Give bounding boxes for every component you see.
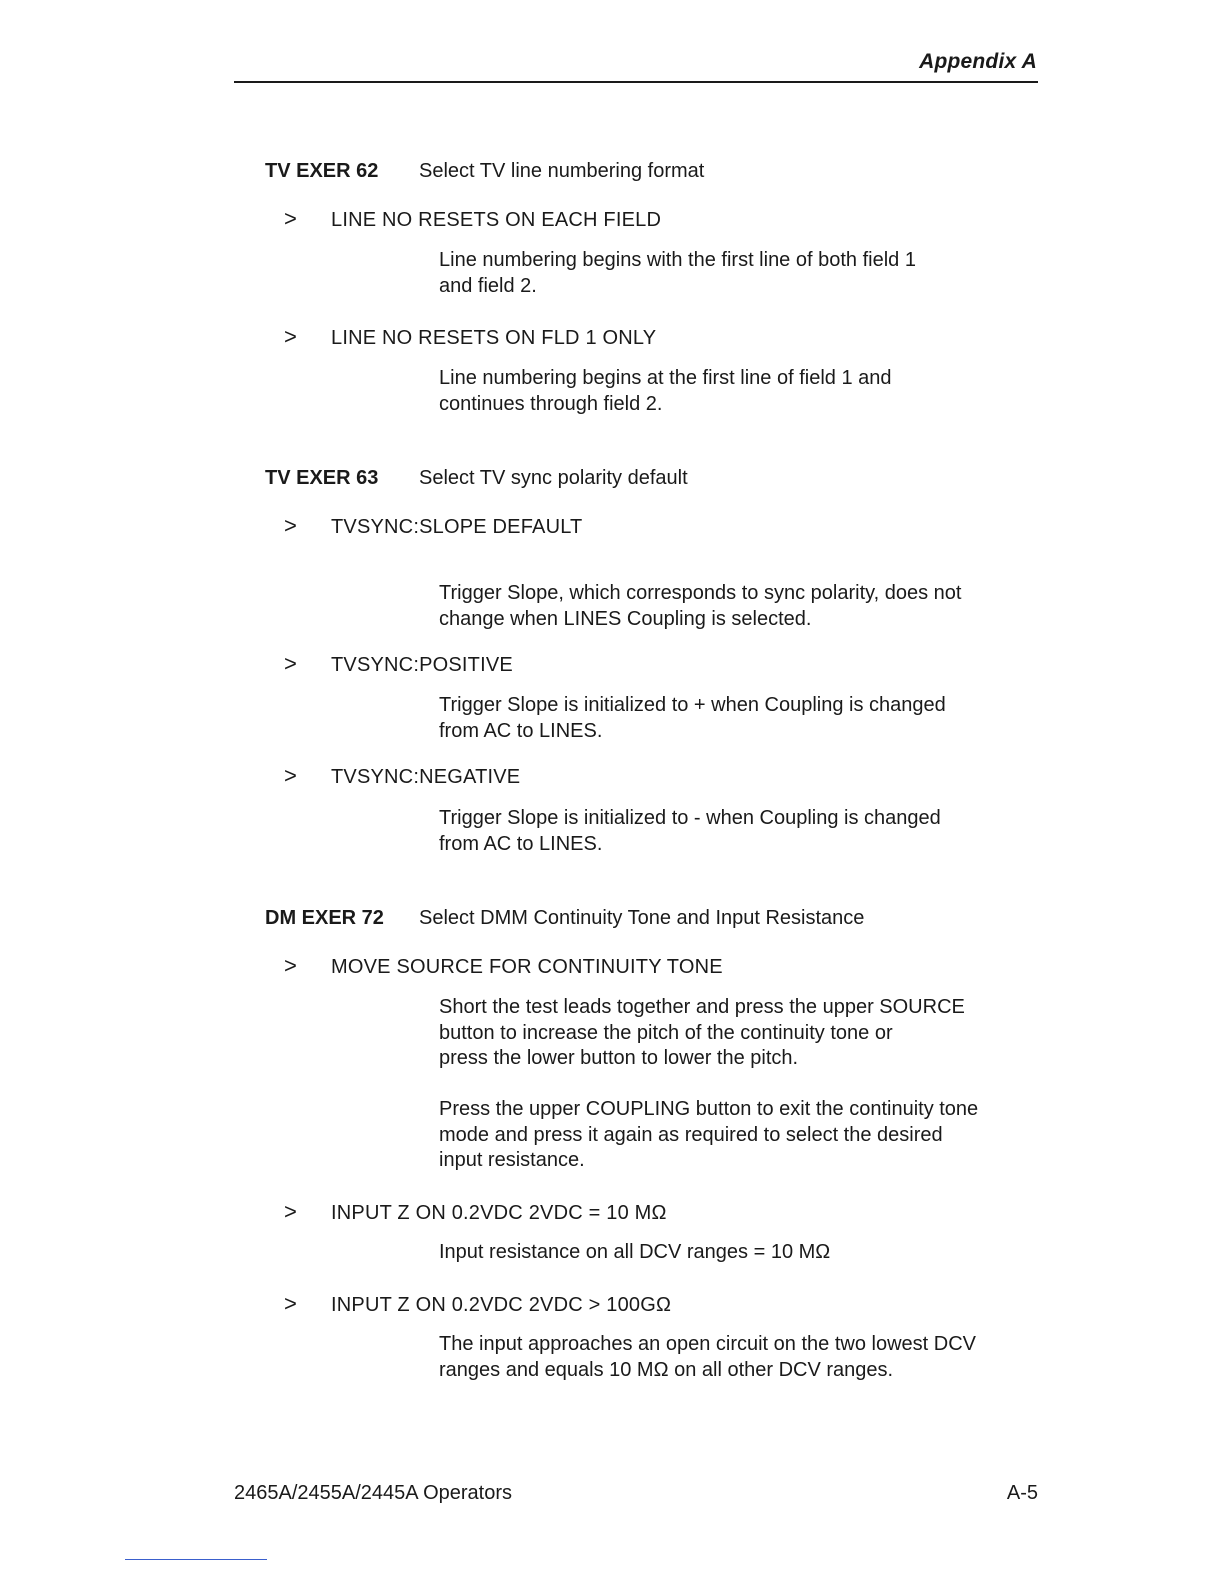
- menu-option-tvsync-positive: [284, 651, 513, 679]
- header-rule: [234, 81, 1038, 83]
- option-label: TVSYNC:SLOPE DEFAULT: [331, 516, 583, 538]
- section-code: DM EXER 72: [265, 907, 384, 929]
- option-label: TVSYNC:POSITIVE: [331, 654, 513, 676]
- section-heading-dm-exer-72: [265, 907, 864, 935]
- option-description: [439, 248, 1029, 299]
- text-line: mode and press it again as required to select the desired: [439, 1123, 943, 1146]
- page-header-title: Appendix A: [919, 50, 1037, 73]
- section-description: Select TV sync polarity default: [419, 467, 688, 489]
- text-line: Trigger Slope is initialized to - when Coupling is changed: [439, 807, 941, 829]
- arrow-indicator-icon: >: [284, 324, 297, 349]
- section-heading-tv-exer-63: [265, 467, 688, 495]
- text-line: The input approaches an open circuit on the two lowest DCV: [439, 1333, 976, 1355]
- option-label: INPUT Z ON 0.2VDC 2VDC = 10 MΩ: [331, 1202, 667, 1224]
- section-heading-tv-exer-62: [265, 160, 704, 188]
- text-line: and field 2.: [439, 274, 537, 297]
- section-description: Select TV line numbering format: [419, 160, 705, 182]
- option-label: MOVE SOURCE FOR CONTINUITY TONE: [331, 956, 723, 978]
- arrow-indicator-icon: >: [284, 763, 297, 788]
- text-line: Line numbering begins at the first line of field 1 and: [439, 367, 892, 389]
- option-description: [439, 806, 1029, 857]
- text-line: Line numbering begins with the first line of both field 1: [439, 249, 916, 271]
- footer-manual-title: 2465A/2455A/2445A Operators: [234, 1482, 512, 1504]
- menu-option-tvsync-slope-default: [284, 513, 582, 541]
- text-line: input resistance.: [439, 1149, 585, 1171]
- text-line: Press the upper COUPLING button to exit the continuity tone: [439, 1098, 979, 1120]
- menu-option-input-z-100gohm: [284, 1291, 671, 1319]
- arrow-indicator-icon: >: [284, 1291, 297, 1316]
- text-line: Trigger Slope is initialized to + when Coupling is changed: [439, 694, 946, 716]
- option-description: [439, 1240, 1029, 1266]
- arrow-indicator-icon: >: [284, 206, 297, 231]
- option-description: [439, 366, 1029, 417]
- menu-option-tvsync-negative: [284, 763, 520, 791]
- arrow-indicator-icon: >: [284, 513, 297, 538]
- text-line: from AC to LINES.: [439, 832, 603, 855]
- option-description: [439, 693, 1029, 744]
- menu-option-input-z-10mohm: [284, 1199, 667, 1227]
- menu-option-line-no-resets-each-field: [284, 206, 661, 234]
- text-line: Input resistance on all DCV ranges = 10 MΩ: [439, 1241, 831, 1263]
- arrow-indicator-icon: >: [284, 651, 297, 676]
- option-label: LINE NO RESETS ON EACH FIELD: [331, 209, 662, 231]
- text-line: continues through field 2.: [439, 392, 663, 415]
- text-line: from AC to LINES.: [439, 719, 603, 742]
- section-code: TV EXER 63: [265, 467, 379, 489]
- menu-option-move-source-continuity-tone: [284, 953, 723, 981]
- option-description: [439, 1097, 1029, 1174]
- menu-option-line-no-resets-fld1: [284, 324, 656, 352]
- text-line: change when LINES Coupling is selected.: [439, 607, 812, 630]
- text-line: press the lower button to lower the pitch.: [439, 1047, 799, 1069]
- option-label: INPUT Z ON 0.2VDC 2VDC > 100GΩ: [331, 1294, 672, 1316]
- text-line: button to increase the pitch of the continuity tone or: [439, 1021, 893, 1044]
- text-line: ranges and equals 10 MΩ on all other DCV ranges.: [439, 1358, 894, 1381]
- option-label: LINE NO RESETS ON FLD 1 ONLY: [331, 327, 657, 349]
- footer-page-number: A-5: [1006, 1482, 1038, 1504]
- text-line: Short the test leads together and press the upper SOURCE: [439, 996, 965, 1018]
- section-description: Select DMM Continuity Tone and Input Resistance: [419, 907, 865, 929]
- text-line: Trigger Slope, which corresponds to sync polarity, does not: [439, 582, 962, 604]
- option-description: [439, 581, 1029, 632]
- section-code: TV EXER 62: [265, 160, 379, 182]
- option-description: [439, 1332, 1029, 1383]
- arrow-indicator-icon: >: [284, 1199, 297, 1224]
- scan-artifact-line: [125, 1559, 267, 1560]
- option-label: TVSYNC:NEGATIVE: [331, 766, 521, 788]
- arrow-indicator-icon: >: [284, 953, 297, 978]
- option-description: [439, 995, 1029, 1072]
